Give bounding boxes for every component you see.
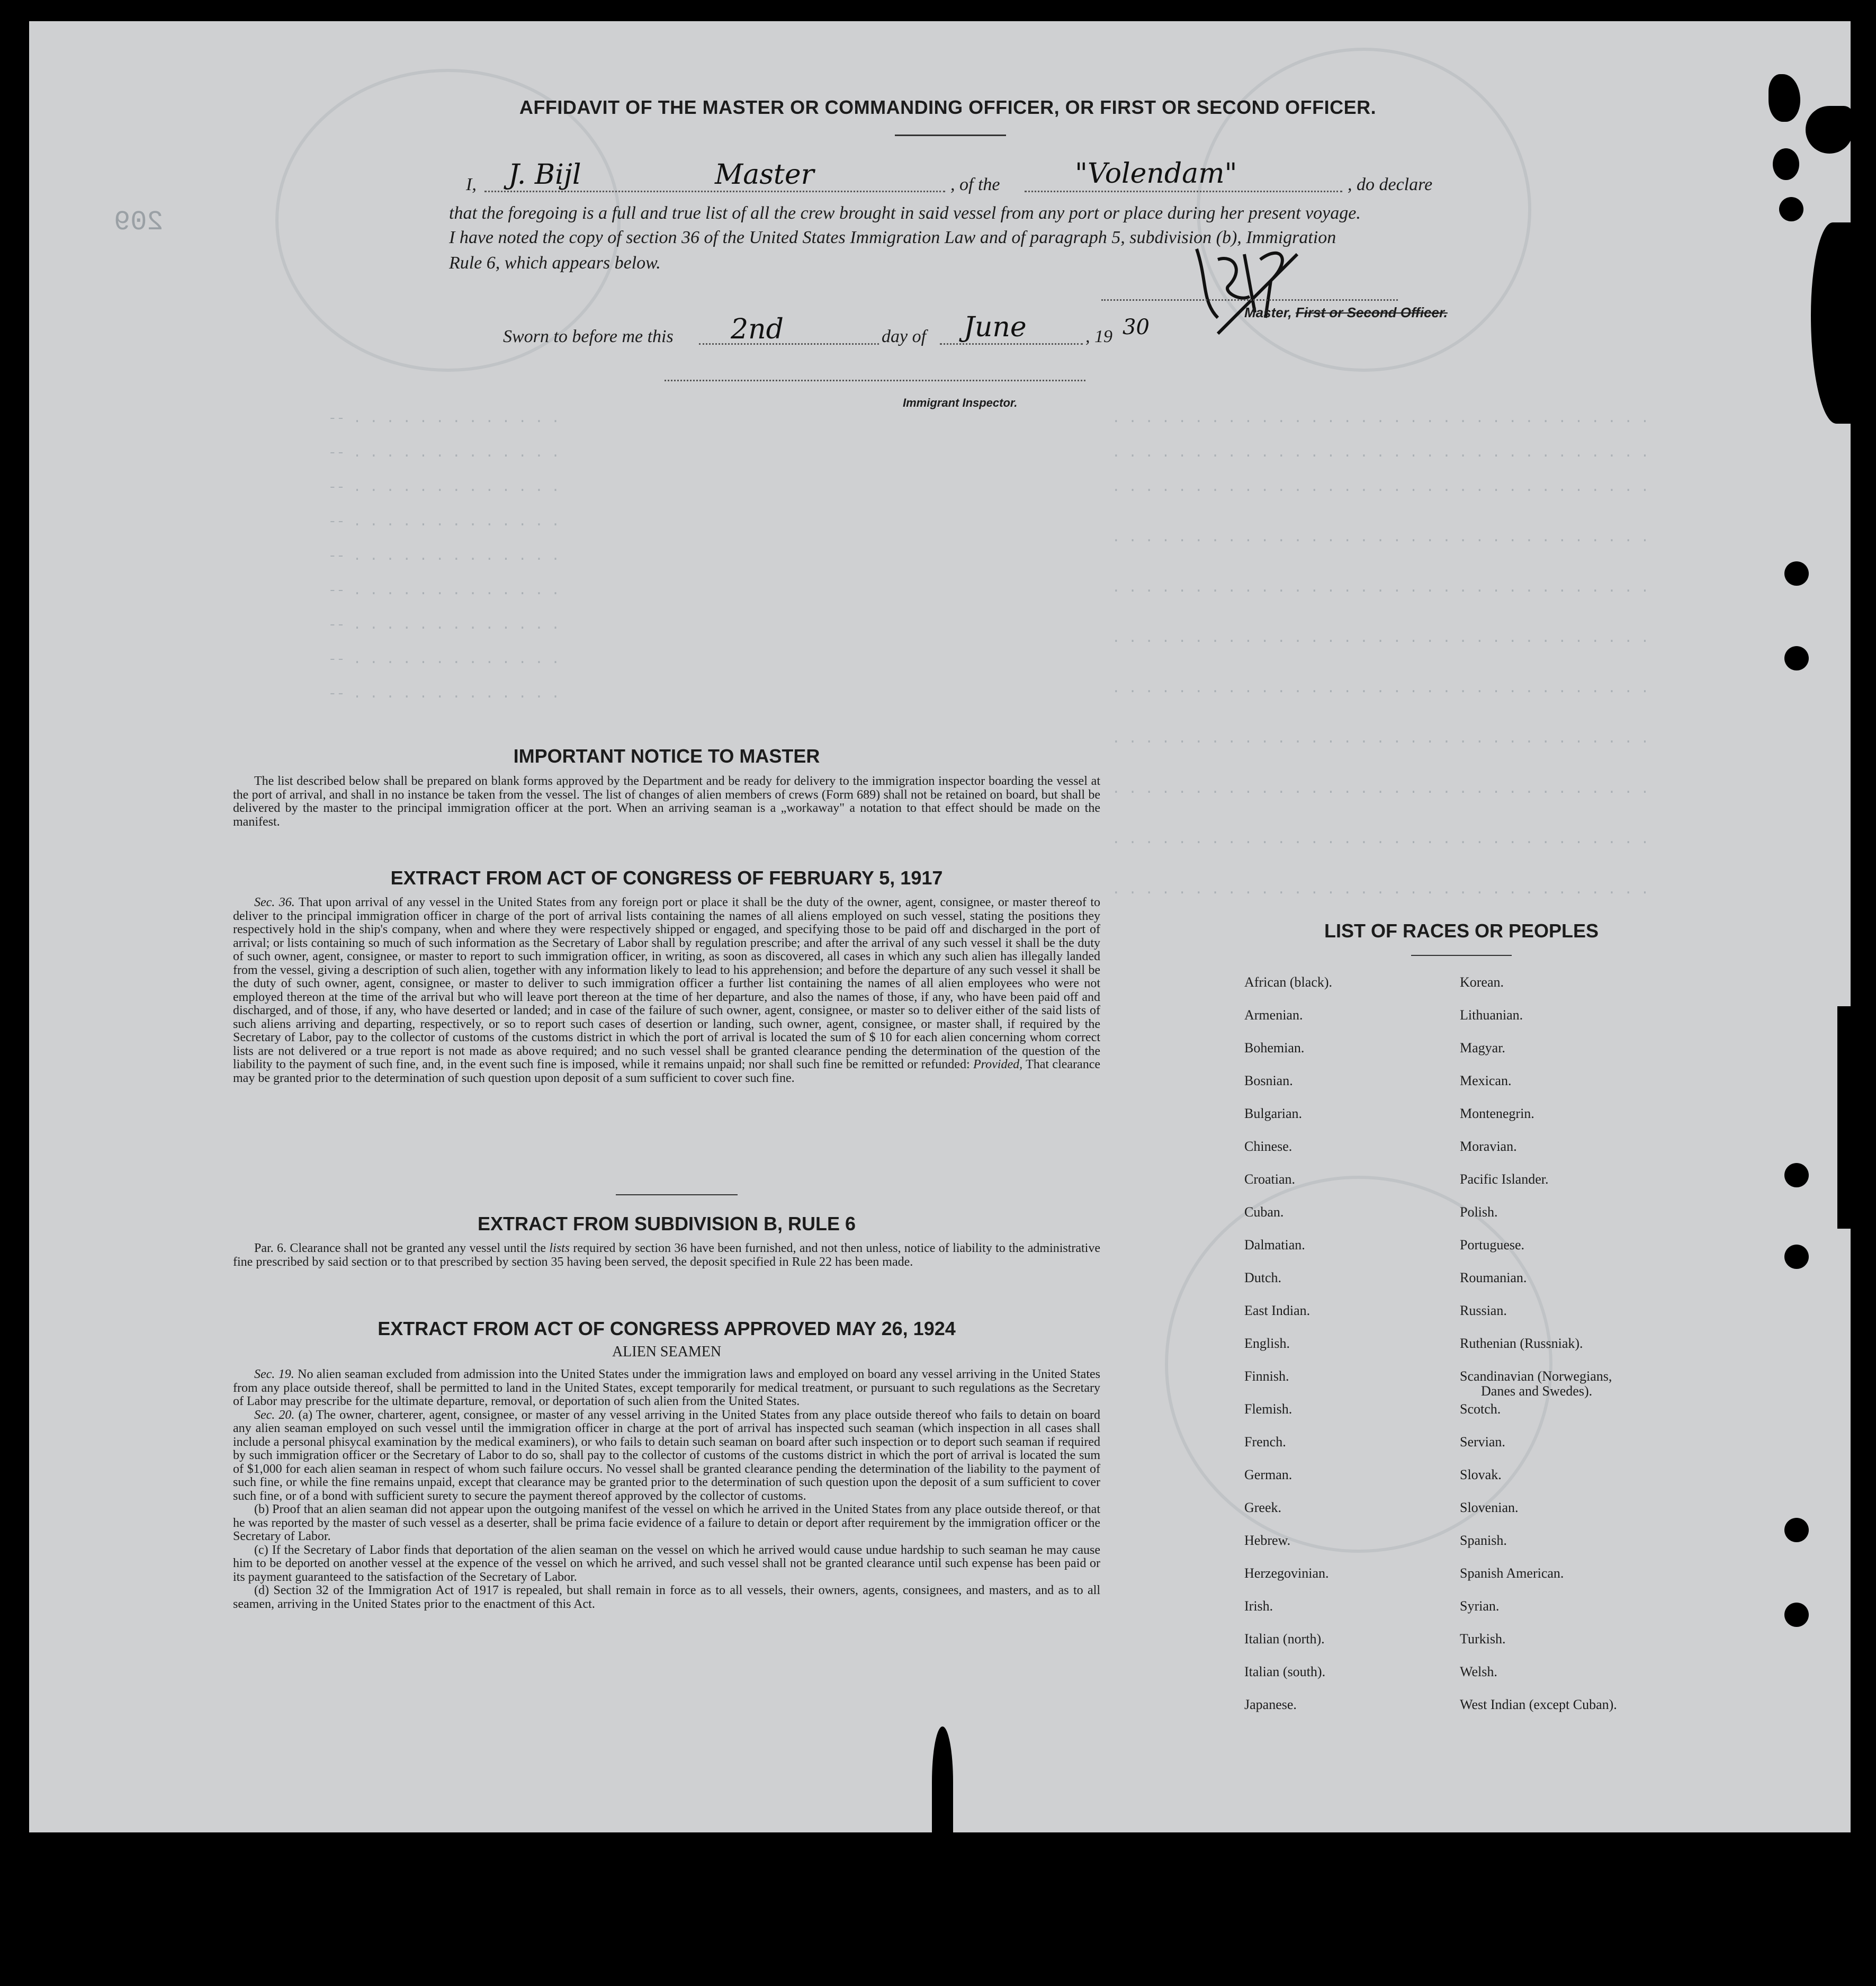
race-item: Servian.: [1460, 1434, 1505, 1450]
alien-seamen-subheading: ALIEN SEAMEN: [612, 1344, 722, 1360]
race-item: Portuguese.: [1460, 1237, 1525, 1253]
extract-1924-text: [233, 1368, 1100, 1611]
sec-19-paragraph: [233, 1368, 1100, 1409]
race-item: Bosnian.: [1244, 1073, 1293, 1088]
sworn-day-of: day of: [882, 327, 927, 346]
race-item: Italian (south).: [1244, 1664, 1326, 1679]
race-item: Scotch.: [1460, 1401, 1501, 1417]
master-rank-handwritten: Master: [715, 159, 814, 191]
race-item: Bulgarian.: [1244, 1106, 1303, 1121]
sec-20-label: Sec. 20.: [254, 1408, 295, 1422]
race-item: Finnish.: [1244, 1368, 1289, 1384]
inspector-label: Immigrant Inspector.: [903, 396, 1018, 409]
race-item: Dutch.: [1244, 1270, 1282, 1285]
sworn-month-line: [940, 343, 1083, 345]
sworn-year-handwritten: 30: [1123, 315, 1150, 339]
race-item: Welsh.: [1460, 1664, 1497, 1679]
race-item: East Indian.: [1244, 1303, 1310, 1318]
par-6-lists: lists: [549, 1241, 570, 1255]
race-item: Pacific Islander.: [1460, 1171, 1549, 1187]
name-field-line: [484, 191, 945, 192]
affidavit-i: I,: [466, 175, 477, 194]
par-6-paragraph: [233, 1242, 1100, 1269]
sec-20d-paragraph: (d) Section 32 of the Immigration Act of 1917 is repealed, but shall remain in force as to all vessels, their owners, agents, consignees, and masters, and as to all seamen, arriving in the United States prior to the enactment of this Act.: [233, 1584, 1100, 1611]
race-item: Bohemian.: [1244, 1040, 1305, 1055]
signature-caption: [1244, 305, 1448, 321]
sec-19-text: No alien seaman excluded from admission into the United States under the immigration laws and employed on board any vessel arriving in the United States from any place outside thereof, shall be permitted to land in the United States, except temporarily for medical treatment, or pursuant to such regulations as the Secretary of Labor may prescribe for the ultimate departure, removal, or deportation of such alien from the United States.: [233, 1367, 1100, 1408]
par-6-text-a: Par. 6. Clearance shall not be granted any vessel until the: [254, 1241, 546, 1255]
extract-1917-heading: EXTRACT FROM ACT OF CONGRESS OF FEBRUARY 5, 1917: [390, 867, 943, 889]
sworn-day-line: [699, 343, 879, 345]
race-item: Italian (north).: [1244, 1631, 1325, 1647]
race-item: Polish.: [1460, 1204, 1498, 1220]
master-signature: [1186, 238, 1313, 339]
rule-1917-separator: [616, 1194, 738, 1195]
margin-number: 209: [114, 207, 164, 238]
sec-20a-text: (a) The owner, charterer, agent, consignee, or master of any vessel arriving in the United States from any place outside thereof who fails to detain on board any alien seaman employed on such vessel until the immigration officer in charge at the port of arrival has inspected such seaman (which inspection in all cases shall include a personal phisycal examination by the medical examiners), or who fails to detain such seaman on board after such inspection or to deport such seaman if required by such immigration officer or the Secretary of Labor to do so, shall pay to the collector of customs of the customs district in which the port of arrival is located the sum of $1,000 for each alien seaman in respect of whom such failure occurs. No vessel shall be granted clearance pending the determination of the liability to the payment of such fine, or while the fine remains unpaid, except that clearance may be granted prior to the determination of such question upon the deposit of a sum sufficient to cover such fine, or of a bond with sufficient surety to secure the payment thereof approved by the collector of customs.: [233, 1408, 1101, 1503]
race-item: Flemish.: [1244, 1401, 1292, 1417]
race-item: Hebrew.: [1244, 1533, 1291, 1548]
sec-20a-paragraph: [233, 1409, 1100, 1504]
race-item: Slovenian.: [1460, 1500, 1519, 1515]
par-6-text-b: required by section 36 have been furnished, and not then unless, notice of liability to the administrative fine prescribed by said section or to that prescribed by section 35 having been served, the deposit specified in Rule 22 has been made.: [233, 1241, 1101, 1269]
sworn-day-handwritten: 2nd: [731, 314, 784, 345]
notice-text: [233, 775, 1100, 829]
affidavit-line-2: that the foregoing is a full and true list of all the crew brought in said vessel from any port or place during her present voyage.: [449, 203, 1361, 223]
race-item: Syrian.: [1460, 1598, 1500, 1614]
sec-36-text: That upon arrival of any vessel in the United States from any foreign port or place it shall be the duty of the owner, agent, consignee, or master thereof to deliver to the principal immigration officer in charge of the port of arrival lists containing the names of all aliens employed on such vessel, stating the positions they respectively hold in the ship's company, when and where they were respectively shipped or engaged, and specifying those to be paid off and discharged in the port of arrival; or lists containing so much of such information as the Secretary of Labor shall by regulation prescribe; and after the arrival of any such vessel it shall be the duty of such owner, agent, consignee, or master to report to such immigration officer, in writing, as soon as discovered, all cases in which any such alien has illegally landed from the vessel, giving a description of such alien, together with any information likely to lead to his apprehension; and before the departure of any such vessel it shall be the duty of such owner, agent, consignee, or master to deliver to such immigration officer a further list containing the names of all alien employees who were not employed thereon at the time of the arrival but who will leave port thereon at the time of her departure, and also the names of those, if any, who have been paid off and discharged, and of those, if any, who have deserted or landed; and in case of the failure of such owner, agent, consignee, or master so to deliver either of the said lists of such aliens arriving and departing, respectively, or so to report such cases of desertion or landing, such owner, agent, consignee, or master shall, if required by the Secretary of Labor, pay to the collector of customs of the customs district in which the port of arrival is located the sum of $ 10 for each alien concerning whom correct lists are not delivered or a true report is not made as above required; and no such vessel shall be granted clearance pending the determination of the question of the liability to the payment of such fine, and, in the event such fine is imposed, while it remains unpaid; nor shall such fine be remitted or refunded:: [233, 896, 1100, 1071]
race-item: Greek.: [1244, 1500, 1282, 1515]
signature-line: [1101, 299, 1398, 301]
master-name-handwritten: J. Bijl: [508, 159, 581, 191]
sec-36-text-end: That clearance may be granted prior to the determination of such question upon deposit of a sum sufficient to cover such fine.: [233, 1058, 1101, 1085]
vessel-name-handwritten: "Volendam": [1075, 158, 1237, 190]
race-item: Herzegovinian.: [1244, 1565, 1329, 1581]
affidavit-line-3: I have noted the copy of section 36 of the United States Immigration Law and of paragraph 5, subdivision (b), Immigration: [449, 228, 1336, 247]
sec-20c-paragraph: (c) If the Secretary of Labor finds that deportation of the alien seaman on the vessel on which he arrived would cause undue hardship to such seaman he may cause him to be deported on another vessel at the expence of the vessel on which he arrived, and such vessel shall not be granted clearance until such expense has been paid or its payment guaranteed to the satisfaction of the Secretary of Labor.: [233, 1543, 1100, 1584]
race-item: Spanish American.: [1460, 1565, 1564, 1581]
sworn-year-prefix: , 19: [1085, 327, 1112, 346]
race-item: Cuban.: [1244, 1204, 1284, 1220]
races-heading: LIST OF RACES OR PEOPLES: [1324, 920, 1599, 942]
race-item: Mexican.: [1460, 1073, 1512, 1088]
race-item: African (black).: [1244, 974, 1333, 990]
notice-heading: IMPORTANT NOTICE TO MASTER: [513, 745, 820, 767]
race-item: Moravian.: [1460, 1139, 1517, 1154]
affidavit-line-4: Rule 6, which appears below.: [449, 253, 661, 273]
race-item: English.: [1244, 1336, 1290, 1351]
sec-19-label: Sec. 19.: [254, 1367, 294, 1381]
race-item: Montenegrin.: [1460, 1106, 1534, 1121]
race-item: Scandinavian (Norwegians,: [1460, 1368, 1612, 1384]
inspector-line: [665, 380, 1085, 381]
race-item: French.: [1244, 1434, 1286, 1450]
race-item: Lithuanian.: [1460, 1007, 1523, 1023]
faint-stamp-middle: [1165, 1176, 1552, 1553]
extract-1924-heading: EXTRACT FROM ACT OF CONGRESS APPROVED MAY 26, 1924: [378, 1318, 956, 1339]
race-item: Japanese.: [1244, 1697, 1297, 1712]
race-item: German.: [1244, 1467, 1292, 1482]
race-item: Magyar.: [1460, 1040, 1505, 1055]
sec-20b-paragraph: (b) Proof that an alien seaman did not appear upon the outgoing manifest of the vessel on which he arrived in the United States from any place outside thereof, or that he was reported by the master of such vessel as a deserter, shall be prima facie evidence of a failure to detain or deport after requirement by the immigration officer or the Secretary of Labor.: [233, 1502, 1100, 1543]
race-item: Ruthenian (Russniak).: [1460, 1336, 1583, 1351]
race-item: Irish.: [1244, 1598, 1273, 1614]
affidavit-of-the: , of the: [950, 175, 1000, 194]
race-item: Roumanian.: [1460, 1270, 1527, 1285]
rule6-heading: EXTRACT FROM SUBDIVISION B, RULE 6: [477, 1213, 856, 1234]
race-item: Spanish.: [1460, 1533, 1507, 1548]
race-item: Korean.: [1460, 974, 1504, 990]
sec-36-paragraph: [233, 896, 1100, 1085]
extract-1917-text: [233, 896, 1100, 1085]
sworn-prefix: Sworn to before me this: [503, 327, 674, 346]
sworn-month-handwritten: June: [964, 311, 1027, 343]
affidavit-title-rule: [895, 135, 1006, 136]
race-item: Croatian.: [1244, 1171, 1296, 1187]
vessel-field-line: [1025, 191, 1342, 192]
race-item: Russian.: [1460, 1303, 1507, 1318]
affidavit-title: AFFIDAVIT OF THE MASTER OR COMMANDING OFFICER, OR FIRST OR SECOND OFFICER.: [519, 96, 1377, 118]
race-item-continuation: Danes and Swedes).: [1481, 1383, 1593, 1399]
struck-label: First or Second Officer.: [1295, 305, 1448, 320]
rule6-text: [233, 1242, 1100, 1269]
race-item: Chinese.: [1244, 1139, 1292, 1154]
race-item: West Indian (except Cuban).: [1460, 1697, 1617, 1712]
races-heading-rule: [1411, 955, 1512, 956]
affidavit-do-declare: , do declare: [1348, 175, 1433, 194]
sec-36-provided: Provided,: [973, 1058, 1023, 1071]
master-label: Master,: [1244, 305, 1292, 320]
notice-paragraph: The list described below shall be prepared on blank forms approved by the Department and be ready for delivery to the immigration inspector boarding the vessel at the port of arrival, and shall in no instance be taken from the vessel. The list of changes of alien members of crews (Form 689) shall not be retained on board, but shall be delivered by the master to the principal immigration officer at the port. When an arriving seaman is a „workaway" a notation to that effect should be made on the manifest.: [233, 774, 1100, 829]
race-item: Armenian.: [1244, 1007, 1303, 1023]
race-item: Dalmatian.: [1244, 1237, 1305, 1253]
sec-36-label: Sec. 36.: [254, 896, 295, 909]
race-item: Slovak.: [1460, 1467, 1502, 1482]
race-item: Turkish.: [1460, 1631, 1506, 1647]
